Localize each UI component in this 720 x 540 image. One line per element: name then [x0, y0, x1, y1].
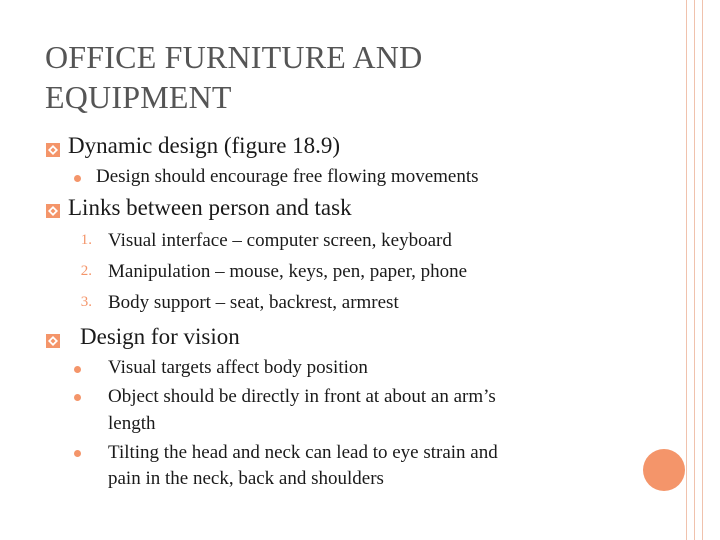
diamond-bullet-icon: [45, 203, 61, 219]
diamond-bullet-icon: [45, 142, 61, 158]
frame-line: [702, 0, 703, 540]
slide-title: OFFICE FURNITURE AND EQUIPMENT: [45, 39, 423, 115]
section-heading: Links between person and task: [68, 195, 352, 220]
list-item-continuation: length: [108, 413, 156, 434]
list-item-continuation: pain in the neck, back and shoulders: [108, 468, 384, 489]
list-item: Body support – seat, backrest, armrest: [108, 292, 399, 313]
diamond-bullet-icon: [45, 333, 61, 349]
list-item: Visual interface – computer screen, keyboard: [108, 230, 452, 251]
frame-line: [694, 0, 695, 540]
bullet-dot-icon: [74, 366, 81, 373]
list-item: Object should be directly in front at about an arm’s: [108, 386, 496, 407]
list-number: 2.: [80, 263, 92, 279]
bullet-dot-icon: [74, 394, 81, 401]
decorative-circle: [643, 449, 685, 491]
section-heading: Dynamic design (figure 18.9): [68, 133, 341, 158]
section-heading: Design for vision: [80, 324, 240, 349]
list-item: Design should encourage free flowing movements: [96, 166, 479, 187]
list-item: Tilting the head and neck can lead to eye strain and: [108, 442, 498, 463]
list-item: Visual targets affect body position: [108, 357, 368, 378]
list-item: Manipulation – mouse, keys, pen, paper, phone: [108, 261, 468, 282]
list-number: 3.: [80, 294, 92, 310]
list-number: 1.: [80, 232, 92, 248]
bullet-dot-icon: [74, 175, 81, 182]
frame-line: [686, 0, 687, 540]
bullet-dot-icon: [74, 450, 81, 457]
